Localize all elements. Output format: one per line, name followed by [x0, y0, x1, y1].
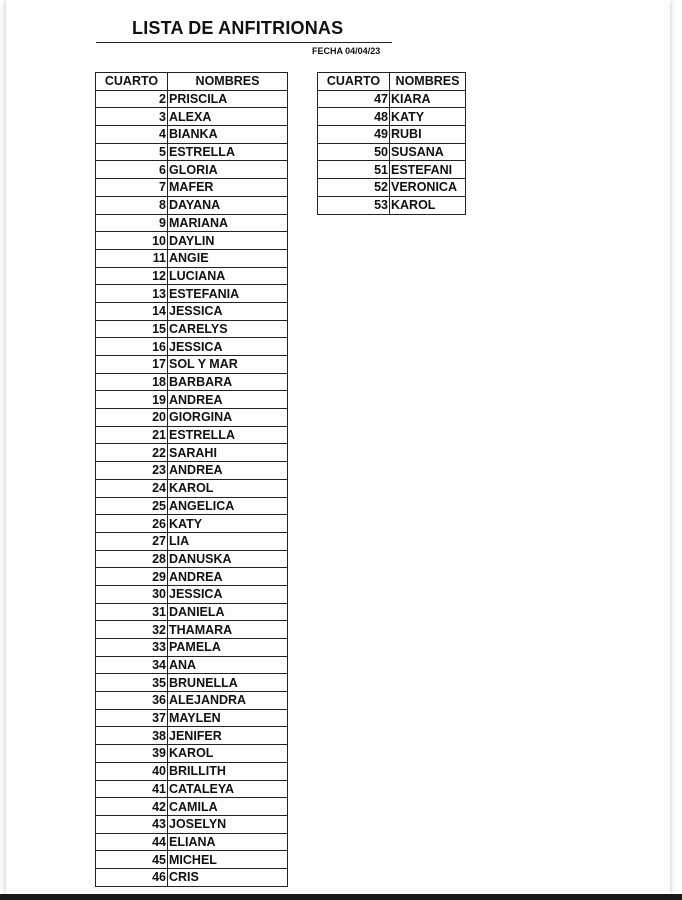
hostess-name: KIARA	[390, 90, 466, 108]
hostess-name: JESSICA	[168, 585, 288, 603]
hostess-name: BRILLITH	[168, 762, 288, 780]
room-number: 48	[318, 108, 390, 126]
room-number: 11	[96, 249, 168, 267]
hostess-name: ESTEFANIA	[168, 285, 288, 303]
room-number: 40	[96, 762, 168, 780]
table-row	[96, 232, 288, 250]
table-row	[96, 444, 288, 462]
table-row	[96, 515, 288, 533]
table-row	[96, 267, 288, 285]
hostess-name: ANGELICA	[168, 497, 288, 515]
table-row	[96, 214, 288, 232]
table-row	[96, 391, 288, 409]
hostess-name: ALEXA	[168, 108, 288, 126]
room-number: 28	[96, 550, 168, 568]
room-number: 18	[96, 373, 168, 391]
table-row	[318, 126, 466, 144]
room-number: 22	[96, 444, 168, 462]
table-row	[96, 851, 288, 869]
table-row	[96, 143, 288, 161]
room-number: 42	[96, 798, 168, 816]
table-row	[96, 338, 288, 356]
hostess-name: SARAHI	[168, 444, 288, 462]
hostess-name: VERONICA	[390, 179, 466, 197]
hostess-name: ANDREA	[168, 462, 288, 480]
table-row	[96, 815, 288, 833]
hostess-name: PAMELA	[168, 639, 288, 657]
table-row	[318, 90, 466, 108]
room-number: 53	[318, 196, 390, 214]
hostess-name: ESTEFANI	[390, 161, 466, 179]
title-underline	[96, 42, 392, 43]
table-row	[96, 356, 288, 374]
room-number: 26	[96, 515, 168, 533]
room-number: 23	[96, 462, 168, 480]
room-number: 31	[96, 603, 168, 621]
room-number: 14	[96, 302, 168, 320]
table-row	[96, 161, 288, 179]
table-row	[96, 126, 288, 144]
room-number: 9	[96, 214, 168, 232]
hostess-name: ESTRELLA	[168, 143, 288, 161]
hostess-name: CARELYS	[168, 320, 288, 338]
room-number: 41	[96, 780, 168, 798]
room-number: 36	[96, 692, 168, 710]
hostess-table-left	[95, 72, 288, 887]
room-number: 8	[96, 196, 168, 214]
room-number: 50	[318, 143, 390, 161]
room-number: 44	[96, 833, 168, 851]
room-number: 25	[96, 497, 168, 515]
room-number: 33	[96, 639, 168, 657]
table-header-row	[96, 73, 288, 91]
hostess-name: LIA	[168, 532, 288, 550]
hostess-name: THAMARA	[168, 621, 288, 639]
hostess-name: ANDREA	[168, 568, 288, 586]
table-row	[96, 745, 288, 763]
room-number: 10	[96, 232, 168, 250]
hostess-name: JENIFER	[168, 727, 288, 745]
room-number: 17	[96, 356, 168, 374]
room-number: 39	[96, 745, 168, 763]
room-number: 19	[96, 391, 168, 409]
room-number: 27	[96, 532, 168, 550]
room-number: 7	[96, 179, 168, 197]
room-number: 3	[96, 108, 168, 126]
table-row	[318, 179, 466, 197]
room-number: 46	[96, 868, 168, 886]
hostess-name: ANDREA	[168, 391, 288, 409]
table-row	[96, 108, 288, 126]
room-number: 15	[96, 320, 168, 338]
table-row	[96, 692, 288, 710]
bottom-border	[0, 894, 682, 900]
table-row	[96, 585, 288, 603]
table-row	[318, 143, 466, 161]
table-row	[96, 833, 288, 851]
table-row	[96, 196, 288, 214]
hostess-name: MARIANA	[168, 214, 288, 232]
table-row	[96, 426, 288, 444]
table-row	[96, 603, 288, 621]
hostess-name: KAROL	[168, 479, 288, 497]
hostess-name: ELIANA	[168, 833, 288, 851]
hostess-name: PRISCILA	[168, 90, 288, 108]
room-number: 43	[96, 815, 168, 833]
table-row	[96, 780, 288, 798]
room-number: 45	[96, 851, 168, 869]
hostess-name: ESTRELLA	[168, 426, 288, 444]
table-row	[96, 709, 288, 727]
room-number: 4	[96, 126, 168, 144]
table-row	[96, 550, 288, 568]
hostess-name: KAROL	[168, 745, 288, 763]
room-number: 34	[96, 656, 168, 674]
room-number: 29	[96, 568, 168, 586]
hostess-name: CRIS	[168, 868, 288, 886]
hostess-name: GLORIA	[168, 161, 288, 179]
room-column-header: CUARTO	[96, 73, 168, 91]
document-date: FECHA 04/04/23	[312, 46, 381, 56]
table-row	[96, 320, 288, 338]
table-row	[96, 621, 288, 639]
hostess-name: JOSELYN	[168, 815, 288, 833]
table-row	[96, 656, 288, 674]
hostess-name: ALEJANDRA	[168, 692, 288, 710]
table-body	[318, 90, 466, 214]
names-column-header: NOMBRES	[390, 73, 466, 91]
hostess-name: MICHEL	[168, 851, 288, 869]
table-row	[318, 161, 466, 179]
table-body	[96, 90, 288, 886]
room-number: 13	[96, 285, 168, 303]
hostess-name: JESSICA	[168, 338, 288, 356]
table-row	[96, 285, 288, 303]
room-number: 6	[96, 161, 168, 179]
hostess-name: SUSANA	[390, 143, 466, 161]
table-row	[96, 727, 288, 745]
table-row	[96, 568, 288, 586]
hostess-name: BIANKA	[168, 126, 288, 144]
room-number: 32	[96, 621, 168, 639]
room-number: 37	[96, 709, 168, 727]
room-number: 30	[96, 585, 168, 603]
hostess-name: KAROL	[390, 196, 466, 214]
hostess-name: CATALEYA	[168, 780, 288, 798]
room-number: 49	[318, 126, 390, 144]
table-row	[96, 179, 288, 197]
table-row	[96, 532, 288, 550]
room-number: 35	[96, 674, 168, 692]
names-column-header: NOMBRES	[168, 73, 288, 91]
room-number: 51	[318, 161, 390, 179]
document-title: LISTA DE ANFITRIONAS	[132, 18, 344, 38]
document-page	[6, 0, 670, 894]
hostess-name: JESSICA	[168, 302, 288, 320]
room-number: 5	[96, 143, 168, 161]
room-column-header: CUARTO	[318, 73, 390, 91]
table-row	[96, 762, 288, 780]
table-row	[96, 90, 288, 108]
table-row	[96, 497, 288, 515]
room-number: 2	[96, 90, 168, 108]
hostess-name: KATY	[390, 108, 466, 126]
hostess-name: ANGIE	[168, 249, 288, 267]
hostess-name: RUBI	[390, 126, 466, 144]
room-number: 16	[96, 338, 168, 356]
hostess-name: MAYLEN	[168, 709, 288, 727]
table-row	[96, 462, 288, 480]
hostess-name: BARBARA	[168, 373, 288, 391]
hostess-name: SOL Y MAR	[168, 356, 288, 374]
hostess-name: LUCIANA	[168, 267, 288, 285]
table-row	[96, 302, 288, 320]
room-number: 47	[318, 90, 390, 108]
table-row	[318, 196, 466, 214]
table-row	[96, 249, 288, 267]
hostess-name: CAMILA	[168, 798, 288, 816]
hostess-name: ANA	[168, 656, 288, 674]
hostess-name: DANUSKA	[168, 550, 288, 568]
room-number: 20	[96, 409, 168, 427]
table-row	[318, 108, 466, 126]
table-row	[96, 409, 288, 427]
hostess-name: DAYANA	[168, 196, 288, 214]
hostess-name: DAYLIN	[168, 232, 288, 250]
room-number: 52	[318, 179, 390, 197]
table-row	[96, 373, 288, 391]
hostess-name: KATY	[168, 515, 288, 533]
table-row	[96, 639, 288, 657]
room-number: 24	[96, 479, 168, 497]
room-number: 21	[96, 426, 168, 444]
table-row	[96, 479, 288, 497]
table-row	[96, 868, 288, 886]
hostess-name: BRUNELLA	[168, 674, 288, 692]
hostess-name: GIORGINA	[168, 409, 288, 427]
room-number: 12	[96, 267, 168, 285]
table-header-row	[318, 73, 466, 91]
hostess-table-right	[317, 72, 466, 215]
table-row	[96, 674, 288, 692]
hostess-name: DANIELA	[168, 603, 288, 621]
table-row	[96, 798, 288, 816]
hostess-name: MAFER	[168, 179, 288, 197]
room-number: 38	[96, 727, 168, 745]
